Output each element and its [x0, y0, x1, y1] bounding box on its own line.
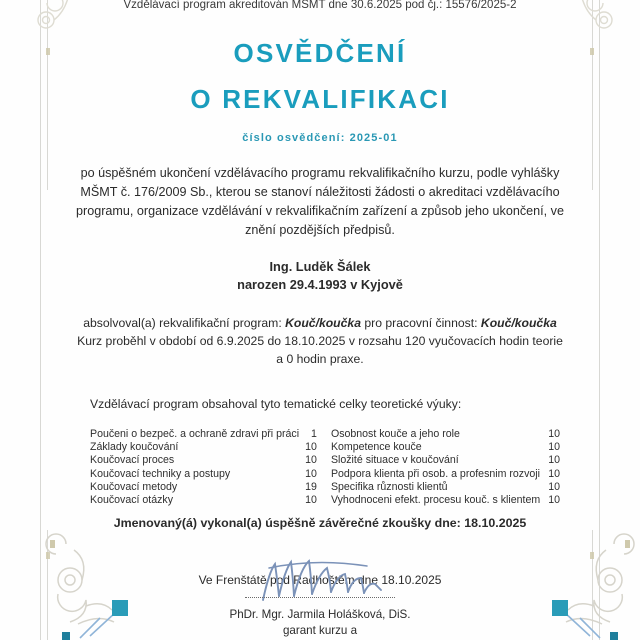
certificate-content: [60, 0, 580, 587]
exam-statement: Jmenovaný(á) vykonal(a) úspěšně závěrečné zkoušky dne: 18.10.2025: [113, 516, 527, 531]
topic-label: Osobnost kouče a jeho role: [330, 428, 460, 440]
topic-label: Koučovací metody: [90, 480, 178, 493]
table-row: [331, 481, 560, 494]
table-row: [90, 481, 317, 494]
topic-label: Složité situace v koučování: [330, 454, 459, 467]
place-and-date: Ve Frenštátě pod Radhoštěm dne 18.10.2025: [198, 573, 442, 588]
topic-hours: 10: [548, 441, 560, 454]
tick-accent-gold: [50, 540, 55, 548]
program-block: [60, 314, 580, 368]
program-line: [60, 314, 580, 332]
course-practice: a 0 hodin praxe.: [276, 352, 364, 366]
program-name: Kouč/koučka: [285, 316, 361, 330]
table-row: [90, 428, 317, 441]
signature-block: [0, 556, 640, 637]
table-row: [331, 454, 560, 467]
table-row: [331, 441, 560, 454]
table-row: [331, 468, 560, 481]
holder-birth: narozen 29.4.1993 v Kyjově: [237, 277, 403, 292]
topic-label: Základy koučování: [90, 441, 179, 454]
topic-hours: 10: [548, 428, 560, 440]
topic-hours: 10: [305, 467, 317, 480]
frame-line-left-outer: [40, 0, 41, 640]
signature-role: garant kurzu a: [282, 624, 358, 637]
topic-hours: 10: [305, 441, 317, 454]
topic-label: Koučovací techniky a postupy: [90, 467, 231, 480]
program-prefix: absolvoval(a) rekvalifikační program:: [83, 316, 282, 330]
table-row: [90, 468, 317, 481]
topic-hours: 10: [548, 454, 560, 467]
topic-label: Kompetence kouče: [330, 441, 422, 454]
topic-hours: 1: [311, 428, 317, 440]
certificate-title-secondary: O REKVALIFIKACI: [190, 84, 450, 114]
topic-hours: 10: [305, 494, 317, 507]
topics-table: [60, 428, 580, 507]
topic-label: Koučovací otázky: [90, 494, 174, 507]
frame-tick-top-right: [590, 48, 594, 55]
topic-hours: 10: [548, 480, 560, 493]
topic-label: Podpora klienta při osob. a profesnim rozvoji: [330, 467, 540, 480]
table-row: [90, 494, 317, 507]
topic-hours: 19: [305, 480, 317, 493]
topics-heading: Vzdělávací program obsahoval tyto tematické celky teoretické výuky:: [90, 397, 462, 411]
table-row: [331, 428, 560, 441]
course-period: Kurz proběhl v období od 6.9.2025 do 18.10.2025 v rozsahu 120 vyučovacích hodin teorie: [77, 334, 563, 348]
frame-tick-top-left: [46, 48, 50, 55]
topic-label: Poučeni o bezpeč. a ochraně zdravi při práci: [90, 428, 300, 440]
topic-hours: 10: [548, 494, 560, 507]
frame-line-left-inner: [47, 0, 48, 190]
tick-accent-gold: [625, 540, 630, 548]
topic-label: Vyhodnoceni efekt. procesu kouč. s klientem: [330, 494, 541, 507]
topics-column-left: [90, 428, 317, 507]
certificate-number: číslo osvědčení: 2025-01: [242, 132, 398, 144]
holder-name: Ing. Luděk Šálek: [269, 259, 371, 274]
certificate-title-primary: OSVĚDČENÍ: [233, 38, 407, 68]
intro-paragraph: po úspěšném ukončení vzdělávacího programu rekvalifikačního kurzu, podle vyhlášky MŠMT č. 176/2009 Sb., kterou se stanoví náležitosti žádosti o akreditaci vzdělávacího programu, organizace vzdělávání v rekvalifikačním zařízení a způsob jeho ukončení, ve znění pozdějších předpisů.: [76, 166, 564, 237]
topic-label: Specifika různosti klientů: [330, 480, 448, 493]
signature-name: PhDr. Mgr. Jarmila Holášková, DiS.: [229, 608, 411, 621]
topic-hours: 10: [305, 454, 317, 467]
frame-line-right-inner: [592, 0, 593, 190]
table-row: [90, 454, 317, 467]
topic-hours: 10: [548, 467, 560, 480]
holder-block: [60, 258, 580, 294]
table-row: [90, 441, 317, 454]
accreditation-line: Vzdělávací program akreditován MŠMT dne 30.6.2025 pod čj.: 15576/2025-2: [123, 0, 517, 11]
topics-column-right: [331, 428, 560, 507]
program-activity: Kouč/koučka: [480, 316, 557, 330]
signature-rule: [245, 596, 395, 598]
topic-label: Koučovací proces: [90, 454, 175, 467]
program-middle: pro pracovní činnost:: [364, 316, 478, 330]
frame-line-right-outer: [599, 0, 600, 640]
table-row: [331, 494, 560, 507]
